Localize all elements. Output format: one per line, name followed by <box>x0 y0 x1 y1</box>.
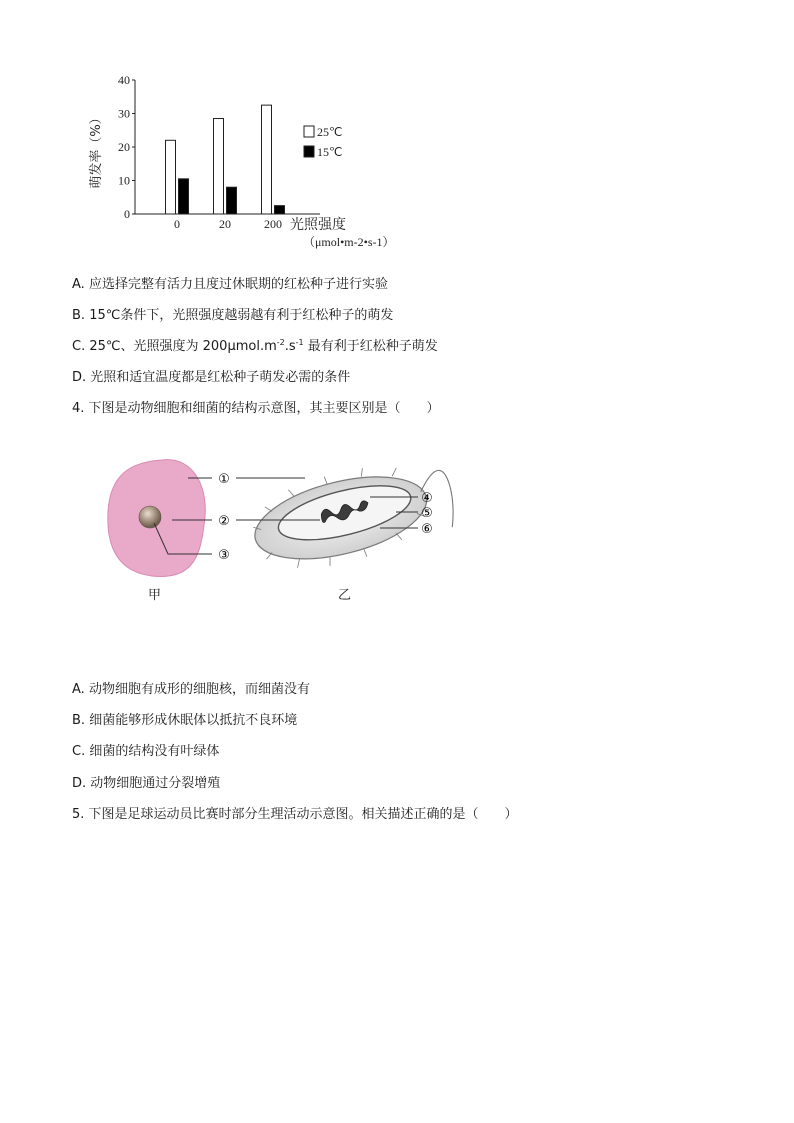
y-tick-label: 40 <box>118 73 130 87</box>
q3-option-a[interactable] <box>72 276 388 294</box>
option-text-post: 最有利于红松种子萌发 <box>303 339 438 354</box>
caption-cell-a: 甲 <box>148 588 162 603</box>
option-text: 细菌的结构没有叶绿体 <box>89 744 220 759</box>
x-axis-label: 光照强度 <box>290 217 346 233</box>
q5-stem: 5. 下图是足球运动员比赛时部分生理活动示意图。相关描述正确的是（ ） <box>72 807 518 822</box>
legend-swatch <box>304 126 314 137</box>
legend-label: 15℃ <box>317 145 343 159</box>
option-text-pre: 25℃、光照强度为 200μmol.m <box>89 339 277 354</box>
option-letter: A. <box>72 277 85 292</box>
diagram-label-6 <box>421 522 433 537</box>
option-letter: C. <box>72 744 86 759</box>
option-text: 15℃条件下，光照强度越弱越有利于红松种子的萌发 <box>89 308 394 323</box>
option-text: 细菌能够形成休眠体以抵抗不良环境 <box>89 713 298 728</box>
q4-option-b[interactable] <box>72 712 297 730</box>
diagram-label-1 <box>218 472 230 487</box>
option-text: 应选择完整有活力且度过休眠期的红松种子进行实验 <box>88 277 388 292</box>
legend-label: 25℃ <box>317 125 343 139</box>
diagram-label-4 <box>421 491 433 506</box>
option-text: 光照和适宜温度都是红松种子萌发必需的条件 <box>90 370 351 385</box>
option-letter: B. <box>72 308 86 323</box>
diagram-label-3 <box>218 548 230 563</box>
animal-cell-nucleus <box>139 506 161 528</box>
q3-option-c[interactable] <box>72 338 438 356</box>
x-tick-label: 20 <box>219 217 231 231</box>
svg-text:①: ① <box>218 472 230 487</box>
y-tick-label: 10 <box>118 173 130 188</box>
bar-series1 <box>214 119 224 214</box>
x-axis-unit: （μmol•m-2•s-1） <box>303 235 395 249</box>
y-tick-label: 20 <box>118 140 130 154</box>
option-letter: A. <box>72 682 85 697</box>
y-tick-label: 0 <box>124 207 130 221</box>
y-tick-label: 30 <box>118 106 130 121</box>
option-text-mid: .s <box>284 339 296 354</box>
diagram-label-2 <box>218 514 230 529</box>
svg-text:②: ② <box>218 514 230 529</box>
svg-text:⑥: ⑥ <box>421 522 433 537</box>
option-letter: D. <box>72 370 87 385</box>
legend-swatch <box>304 146 314 157</box>
option-letter: B. <box>72 713 86 728</box>
bar-series1 <box>262 105 272 214</box>
diagram-label-5 <box>421 506 433 521</box>
svg-text:⑤: ⑤ <box>421 506 433 521</box>
x-tick-label: 200 <box>264 217 282 231</box>
q3-option-d[interactable] <box>72 369 350 387</box>
option-superscript: -2 <box>276 338 285 347</box>
option-letter: D. <box>72 776 87 791</box>
x-tick-label: 0 <box>174 217 180 231</box>
option-letter: C. <box>72 339 86 354</box>
option-superscript: -1 <box>295 338 304 347</box>
bar-series2 <box>227 187 237 214</box>
q4-option-d[interactable] <box>72 775 220 793</box>
q3-option-b[interactable] <box>72 307 393 325</box>
q4-option-c[interactable] <box>72 743 219 761</box>
bar-series2 <box>179 179 189 214</box>
svg-text:③: ③ <box>218 548 230 563</box>
svg-text:④: ④ <box>421 491 433 506</box>
bar-series1 <box>166 140 176 214</box>
bar-series2 <box>275 206 285 214</box>
germination-bar-chart <box>80 70 410 260</box>
y-axis-label: 萌发率（%） <box>89 111 104 189</box>
q4-stem: 4. 下图是动物细胞和细菌的结构示意图，其主要区别是（ ） <box>72 401 440 416</box>
option-text: 动物细胞通过分裂增殖 <box>90 776 221 791</box>
q4-option-a[interactable] <box>72 681 310 699</box>
caption-cell-b: 乙 <box>338 588 352 603</box>
option-text: 动物细胞有成形的细胞核，而细菌没有 <box>88 682 310 697</box>
